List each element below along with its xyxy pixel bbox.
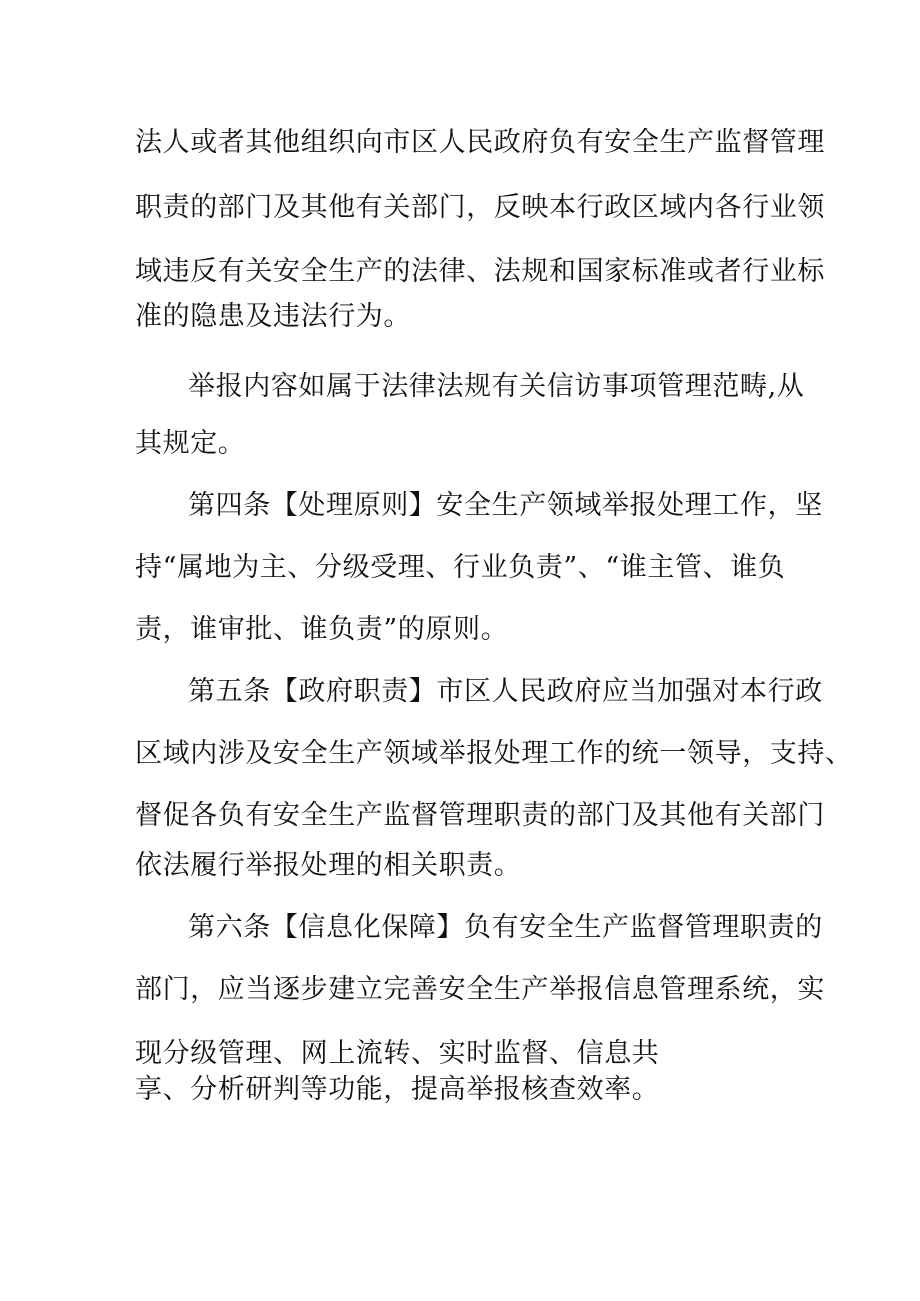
text-line-4: 准的隐患及违法行为。 xyxy=(135,301,411,332)
text-line-11: 区域内涉及安全生产领域举报处理工作的统一领导，支持、 xyxy=(135,738,853,769)
text-line-3: 域违反有关安全生产的法律、法规和国家标准或者行业标 xyxy=(135,256,825,287)
text-line-10: 第五条【政府职责】市区人民政府应当加强对本行政 xyxy=(188,676,823,707)
text-line-6: 其规定。 xyxy=(135,428,246,459)
text-line-12: 督促各负有安全生产监督管理职责的部门及其他有关部门 xyxy=(135,800,825,831)
text-line-5: 举报内容如属于法律法规有关信访事项管理范畴,从 xyxy=(188,371,805,402)
text-line-13: 依法履行举报处理的相关职责。 xyxy=(135,850,522,881)
text-line-2: 职责的部门及其他有关部门，反映本行政区域内各行业领 xyxy=(135,192,825,223)
text-line-1: 法人或者其他组织向市区人民政府负有安全生产监督管理 xyxy=(135,127,825,158)
text-line-16: 现分级管理、网上流转、实时监督、信息共 xyxy=(135,1038,660,1069)
text-line-8: 持“属地为主、分级受理、行业负责”、“谁主管、谁负 xyxy=(135,552,786,583)
text-line-15: 部门，应当逐步建立完善安全生产举报信息管理系统，实 xyxy=(135,974,825,1005)
text-line-17: 享、分析研判等功能，提高举报核查效率。 xyxy=(135,1074,660,1105)
text-line-9: 责，谁审批、谁负责”的原则。 xyxy=(135,614,509,645)
text-line-7: 第四条【处理原则】安全生产领域举报处理工作，坚 xyxy=(188,490,823,521)
text-line-14: 第六条【信息化保障】负有安全生产监督管理职责的 xyxy=(188,912,823,943)
